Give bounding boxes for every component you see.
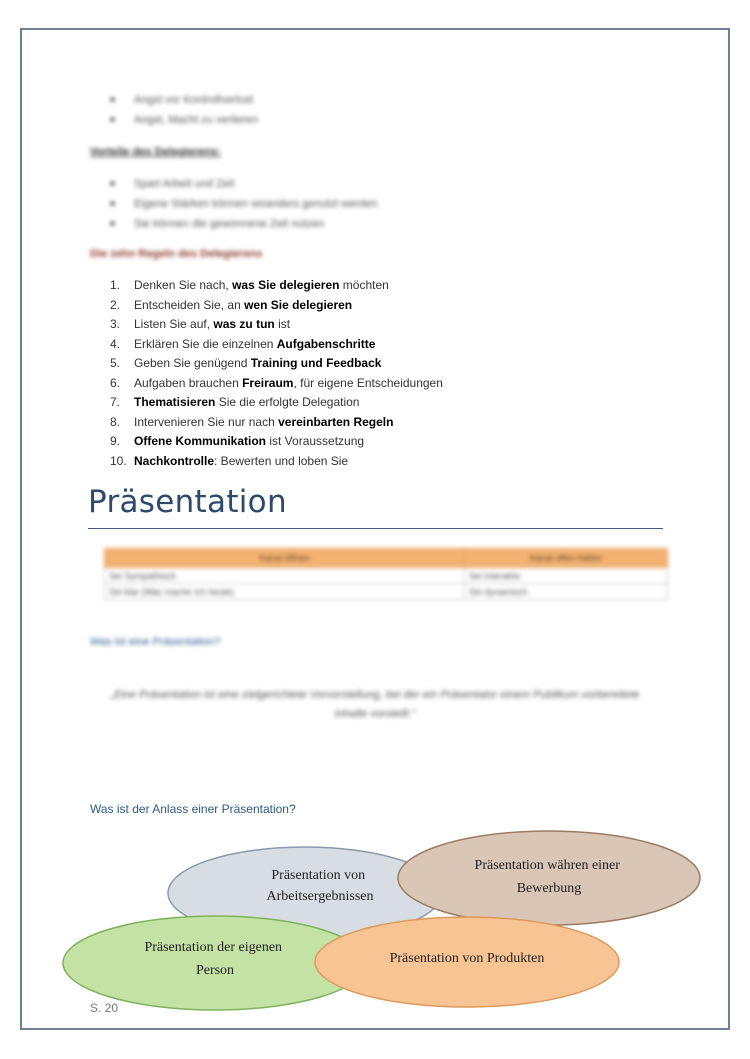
table-cell: Sei dynamisch bbox=[464, 584, 667, 600]
rule-text: , für eigene Entscheidungen bbox=[293, 375, 443, 390]
rule-text: möchten bbox=[339, 278, 389, 292]
rule-number: 9. bbox=[110, 434, 121, 448]
section-title: Präsentation bbox=[88, 484, 287, 520]
definition-quote: „Eine Präsentation ist eine zielgerichtete Vorvorstellung, bei der ein Präsentator einem Publikum vorbereitete Inhalte vorstellt." bbox=[110, 689, 640, 720]
rule-emphasis: Training und Feedback bbox=[250, 356, 382, 370]
rule-number: 6. bbox=[110, 375, 121, 390]
rule-text: ist Voraussetzung bbox=[266, 434, 365, 448]
table-header: Kanal offen halten bbox=[464, 549, 667, 568]
list-item: ■ Eigene Stärken können woanders genutzt werden bbox=[110, 194, 377, 214]
rule-number: 1. bbox=[110, 278, 121, 292]
rule-emphasis: Thematisieren bbox=[134, 395, 216, 409]
ellipse-label-line: Präsentation von bbox=[271, 868, 366, 883]
rule-text: Entscheiden Sie, an bbox=[134, 297, 245, 312]
rule-number: 2. bbox=[110, 297, 121, 312]
table-cell: Sei interaktiv bbox=[464, 568, 667, 584]
rule-text: Listen Sie auf, bbox=[134, 317, 214, 331]
rule-text: Intervenieren Sie nur nach bbox=[134, 414, 279, 429]
rule-number: 4. bbox=[110, 336, 121, 351]
ellipse-label-line: Präsentation von Produkten bbox=[389, 951, 545, 966]
list-item: ■ Angst vor Kontrollverlust bbox=[110, 90, 258, 110]
rule-emphasis: was Sie delegieren bbox=[232, 278, 340, 292]
rule-text: Sie die erfolgte Delegation bbox=[215, 395, 360, 409]
ellipse-label-line: Präsentation währen einer bbox=[474, 858, 620, 873]
page-number: S. 20 bbox=[90, 1001, 119, 1015]
rule-text: Aufgaben brauchen bbox=[134, 375, 243, 390]
rule-number: 8. bbox=[110, 414, 121, 429]
ellipse-application bbox=[398, 831, 700, 925]
rule-emphasis: Aufgabenschritte bbox=[276, 336, 376, 351]
table-cell: Sei klar (Was mache ich heute) bbox=[105, 584, 465, 600]
rule-number: 5. bbox=[110, 356, 121, 370]
what-heading: Was ist eine Präsentation? bbox=[90, 636, 221, 648]
rule-emphasis: wen Sie delegieren bbox=[244, 297, 353, 312]
rule-emphasis: Nachkontrolle bbox=[134, 453, 215, 468]
rule-number: 10. bbox=[110, 453, 127, 468]
rule-emphasis: Offene Kommunikation bbox=[134, 434, 267, 448]
rule-text: Denken Sie nach, bbox=[134, 278, 233, 292]
rule-emphasis: vereinbarten Regeln bbox=[278, 414, 394, 429]
ellipse-products-label bbox=[390, 951, 545, 966]
rule-number: 3. bbox=[110, 317, 121, 331]
occasion-heading: Was ist der Anlass einer Präsentation? bbox=[90, 802, 296, 816]
list-item: ■ Spart Arbeit und Zeit bbox=[110, 174, 377, 194]
list-item: ■ Sie können die gewonnene Zeit nutzen bbox=[110, 214, 377, 234]
rule-text: Geben Sie genügend bbox=[134, 356, 251, 370]
rule-emphasis: was zu tun bbox=[213, 317, 275, 331]
table-header: Kanal öffnen bbox=[105, 549, 465, 568]
rule-text: ist bbox=[274, 317, 291, 331]
ellipse-label-line: Bewerbung bbox=[516, 881, 582, 896]
advantages-heading: Vorteile des Delegierens: bbox=[90, 146, 221, 158]
ellipse-label-line: Person bbox=[195, 963, 235, 978]
rules-heading: Die zehn Regeln des Delegierens bbox=[90, 248, 263, 260]
table-cell: Sei Sympathisch bbox=[105, 568, 465, 584]
list-item: ■ Angst, Macht zu verlieren bbox=[110, 110, 258, 130]
rule-number: 7. bbox=[110, 395, 121, 409]
rule-emphasis: Freiraum bbox=[242, 375, 294, 390]
rule-text: : Bewerten und loben Sie bbox=[214, 453, 349, 468]
ellipse-label-line: Arbeitsergebnissen bbox=[266, 889, 374, 904]
rule-text: Erklären Sie die einzelnen bbox=[134, 336, 277, 351]
ellipse-label-line: Präsentation der eigenen bbox=[144, 940, 283, 955]
